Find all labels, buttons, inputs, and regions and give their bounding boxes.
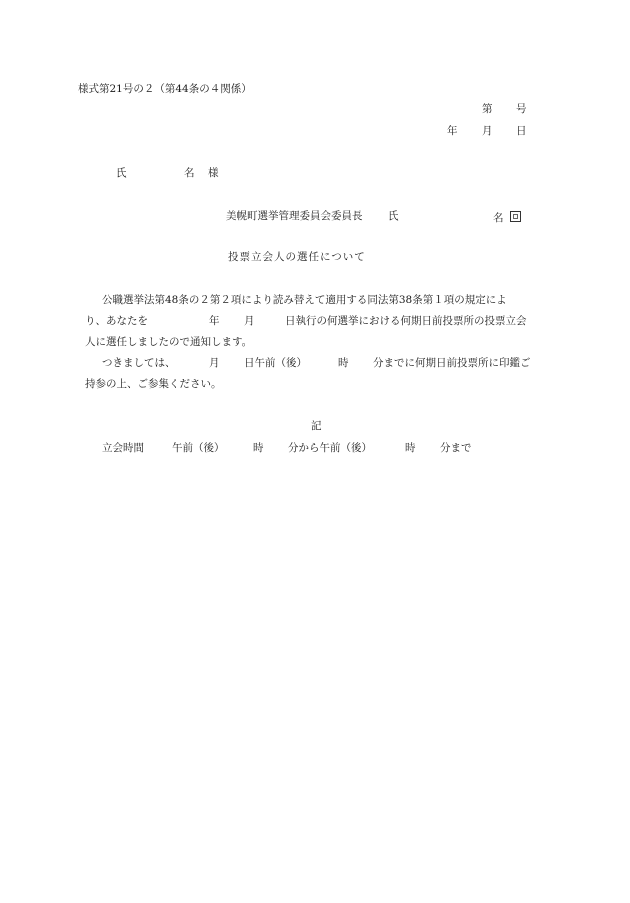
seal-box-icon <box>510 211 521 222</box>
detail-label: 立会時間 <box>102 442 144 454</box>
body-p2-c: 分までに何期日前投票所に印鑑ご <box>373 357 531 369</box>
addressee-shi: 氏 <box>116 167 127 179</box>
body-p1-line2-b: 日執行の何選挙における何期日前投票所の投票立会 <box>285 315 527 327</box>
detail-gozen1: 午前（後） <box>172 442 225 454</box>
ki-heading: 記 <box>311 420 322 432</box>
body-p1-line3: 人に選任しましたので通知します。 <box>85 336 253 348</box>
body-p1-line2-year: 年 <box>209 315 220 327</box>
addressee-sama: 様 <box>208 167 219 179</box>
document-number-dai: 第 <box>482 103 493 115</box>
addressee-mei: 名 <box>184 167 195 179</box>
body-p2-hour: 時 <box>338 357 349 369</box>
body-p2-month: 月 <box>209 357 220 369</box>
date-day: 日 <box>516 125 527 137</box>
sender-mei <box>493 211 521 224</box>
body-p2-a: つきましては、 <box>102 357 176 369</box>
subject: 投票立会人の選任について <box>228 251 366 263</box>
sender-title: 美幌町選挙管理委員会委員長 <box>226 210 363 222</box>
body-p2-line2: 持参の上、ご参集ください。 <box>85 378 222 390</box>
document-number-go: 号 <box>516 103 527 115</box>
sender-mei-label: 名 <box>493 212 504 224</box>
body-p2-b: 日午前（後） <box>244 357 307 369</box>
body-p1-line1: 公職選挙法第48条の２第２項により読み替えて適用する同法第38条第１項の規定によ <box>102 294 507 306</box>
form-number: 様式第21号の２（第44条の４関係） <box>78 83 252 95</box>
body-p1-line2-month: 月 <box>244 315 255 327</box>
date-year: 年 <box>447 125 458 137</box>
detail-ji1: 時 <box>253 442 264 454</box>
date-month: 月 <box>482 125 493 137</box>
sender-shi: 氏 <box>388 210 399 222</box>
detail-ji2: 時 <box>405 442 416 454</box>
detail-fun1: 分から午前（後） <box>288 442 372 454</box>
detail-fun2: 分まで <box>440 442 472 454</box>
body-p1-line2-a: り、あなたを <box>85 315 148 327</box>
